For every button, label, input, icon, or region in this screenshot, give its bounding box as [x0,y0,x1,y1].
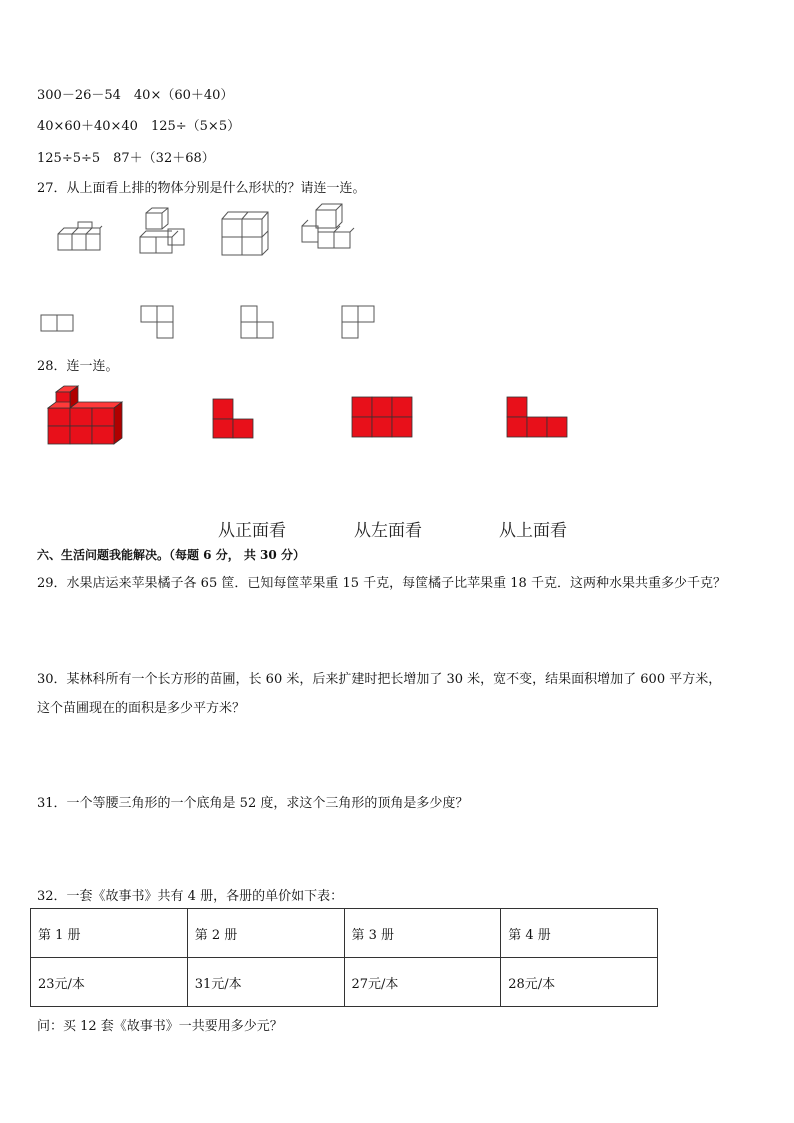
table-cell-price: 27元/本 [344,958,501,1007]
cube-figure-3 [218,207,270,257]
calc-line-2: 40×60＋40×40 125÷（5×5） [37,119,241,134]
red-cube-figure [44,384,128,448]
cube-figure-1 [52,218,104,258]
cube-figure-4 [298,202,356,258]
table-header-cell: 第 3 册 [344,909,501,958]
question-28: 28．连一连。 [37,359,119,374]
question-30-line-1: 30．某林科所有一个长方形的苗圃，长 60 米，后来扩建时把长增加了 30 米，宽不变，结果面积增加了 600 平方米， [37,672,722,687]
table-header-cell: 第 4 册 [501,909,658,958]
question-32-ask: 问：买 12 套《故事书》一共要用多少元？ [37,1019,283,1034]
question-30-line-2: 这个苗圃现在的面积是多少平方米？ [37,701,246,716]
table-cell-price: 31元/本 [187,958,344,1007]
question-32: 32．一套《故事书》共有 4 册，各册的单价如下表： [37,889,344,904]
view-label-top: 从上面看 [499,521,567,541]
section-6-heading: 六、生活问题我能解决。（每题 6 分， 共 30 分） [37,548,305,562]
table-header-cell: 第 1 册 [31,909,188,958]
question-27: 27．从上面看上排的物体分别是什么形状的？请连一连。 [37,181,366,196]
top-view-shape-1 [40,314,76,334]
calc-line-3: 125÷5÷5 87＋（32＋68） [37,151,215,166]
question-29: 29．水果店运来苹果橘子各 65 筐．已知每筐苹果重 15 千克，每筐橘子比苹果重 18 千克．这两种水果共重多少千克？ [37,576,726,591]
top-view-shape-2 [140,305,176,341]
question-31: 31．一个等腰三角形的一个底角是 52 度，求这个三角形的顶角是多少度？ [37,796,469,811]
table-row [31,909,658,958]
table-cell-price: 28元/本 [501,958,658,1007]
top-view-shape-4 [341,305,377,341]
top-view-shape-3 [240,305,276,341]
red-view-shape-3 [506,396,568,438]
view-label-left: 从左面看 [354,521,422,541]
calc-line-1: 300－26－54 40×（60＋40） [37,88,234,103]
table-row [31,958,658,1007]
red-view-shape-2 [351,396,413,438]
table-cell-price: 23元/本 [31,958,188,1007]
cube-figure-2 [134,207,190,261]
table-header-cell: 第 2 册 [187,909,344,958]
price-table [30,908,658,1007]
red-view-shape-1 [212,398,256,440]
view-label-front: 从正面看 [218,521,286,541]
